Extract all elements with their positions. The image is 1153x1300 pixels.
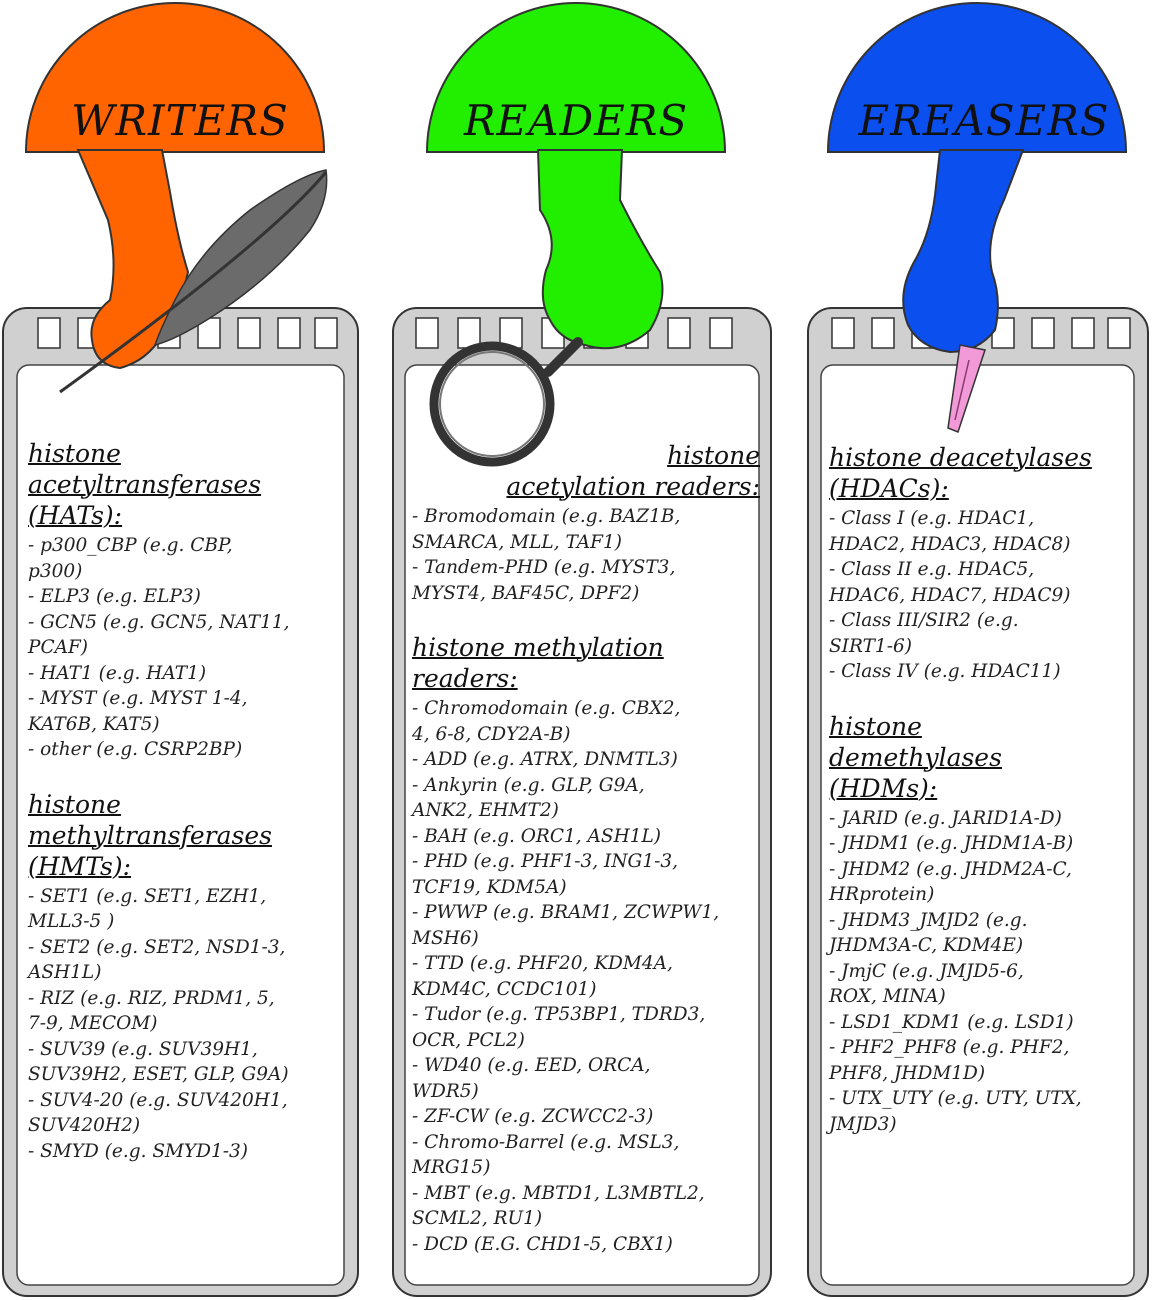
list-item: PCAF) bbox=[28, 637, 89, 658]
list-item: WDR5) bbox=[412, 1080, 479, 1102]
list-item: SCML2, RU1) bbox=[412, 1208, 543, 1229]
readers-title: READERS bbox=[463, 96, 689, 145]
hdacs-list bbox=[829, 506, 1134, 685]
list-item: - TTD (e.g. PHF20, KDM4A, bbox=[412, 953, 673, 974]
list-item: - Tandem-PHD (e.g. MYST3, bbox=[412, 557, 676, 578]
list-item: JMJD3) bbox=[829, 1113, 897, 1135]
list-item: SUV39H2, ESET, GLP, G9A) bbox=[28, 1064, 289, 1085]
list-item: OCR, PCL2) bbox=[412, 1029, 525, 1051]
hats-list bbox=[28, 533, 348, 763]
list-item: TCF19, KDM5A) bbox=[412, 876, 567, 898]
hmts-list bbox=[28, 884, 348, 1165]
list-item: - WD40 (e.g. EED, ORCA, bbox=[412, 1055, 651, 1076]
writers-content bbox=[28, 438, 348, 1164]
list-item: - Ankyrin (e.g. GLP, G9A, bbox=[412, 774, 645, 796]
list-item: - Class III/SIR2 (e.g. bbox=[829, 610, 1019, 631]
list-item: p300) bbox=[28, 560, 83, 582]
list-item: - Class I (e.g. HDAC1, bbox=[829, 508, 1035, 529]
list-item: MYST4, BAF45C, DPF2) bbox=[412, 582, 640, 604]
list-item: - Chromo-Barrel (e.g. MSL3, bbox=[412, 1131, 680, 1153]
list-item: - JHDM2 (e.g. JHDM2A-C, bbox=[829, 858, 1072, 880]
list-item: - MBT (e.g. MBTD1, L3MBTL2, bbox=[412, 1182, 705, 1204]
list-item: MSH6) bbox=[412, 927, 479, 949]
list-item: KAT6B, KAT5) bbox=[28, 713, 160, 735]
list-item: 4, 6-8, CDY2A-B) bbox=[412, 723, 571, 745]
list-item: SMARCA, MLL, TAF1) bbox=[412, 531, 622, 553]
list-item: - Chromodomain (e.g. CBX2, bbox=[412, 698, 681, 719]
list-item: KDM4C, CCDC101) bbox=[412, 978, 597, 1000]
list-item: - ZF-CW (e.g. ZCWCC2-3) bbox=[412, 1106, 654, 1127]
list-item: - DCD (E.G. CHD1-5, CBX1) bbox=[412, 1233, 673, 1255]
list-item: - RIZ (e.g. RIZ, PRDM1, 5, bbox=[28, 987, 275, 1009]
readers-content bbox=[412, 440, 760, 1257]
writers-title: WRITERS bbox=[71, 96, 289, 145]
list-item: - Class IV (e.g. HDAC11) bbox=[829, 661, 1061, 682]
list-item: - MYST (e.g. MYST 1-4, bbox=[28, 688, 248, 709]
list-item: - Bromodomain (e.g. BAZ1B, bbox=[412, 506, 681, 527]
methylation-readers-list bbox=[412, 696, 760, 1257]
list-item: - ELP3 (e.g. ELP3) bbox=[28, 586, 201, 607]
list-item: - UTX_UTY (e.g. UTY, UTX, bbox=[829, 1088, 1082, 1109]
hdms-list bbox=[829, 806, 1134, 1138]
list-item: ROX, MINA) bbox=[829, 986, 946, 1007]
list-item: - PWWP (e.g. BRAM1, ZCWPW1, bbox=[412, 902, 720, 923]
list-item: HRprotein) bbox=[829, 884, 935, 905]
list-item: - SET1 (e.g. SET1, EZH1, bbox=[28, 885, 267, 907]
erasers-title: EREASERS bbox=[858, 96, 1110, 145]
acetylation-readers-heading: histone acetylation readers: bbox=[506, 441, 760, 501]
list-item: HDAC6, HDAC7, HDAC9) bbox=[829, 584, 1071, 606]
list-item: - JARID (e.g. JARID1A-D) bbox=[829, 807, 1062, 829]
list-item: - LSD1_KDM1 (e.g. LSD1) bbox=[829, 1011, 1074, 1033]
list-item: SIRT1-6) bbox=[829, 635, 912, 657]
erasers-content bbox=[829, 442, 1134, 1137]
list-item: - JHDM1 (e.g. JHDM1A-B) bbox=[829, 833, 1074, 854]
list-item: - JHDM3_JMJD2 (e.g. bbox=[829, 909, 1028, 931]
list-item: - JmjC (e.g. JMJD5-6, bbox=[829, 960, 1024, 982]
list-item: - p300_CBP (e.g. CBP, bbox=[28, 535, 233, 556]
list-item: MLL3-5 ) bbox=[28, 911, 115, 932]
list-item: - SET2 (e.g. SET2, NSD1-3, bbox=[28, 936, 286, 958]
list-item: - BAH (e.g. ORC1, ASH1L) bbox=[412, 825, 661, 847]
list-item: MRG15) bbox=[412, 1157, 491, 1178]
acetylation-readers-list bbox=[412, 504, 760, 606]
list-item: ASH1L) bbox=[28, 962, 102, 983]
readers-hand-icon bbox=[538, 150, 662, 348]
list-item: SUV420H2) bbox=[28, 1115, 141, 1136]
hmts-heading: histone methyltransferases (HMTs): bbox=[28, 789, 272, 881]
list-item: - SUV4-20 (e.g. SUV420H1, bbox=[28, 1089, 288, 1111]
list-item: - HAT1 (e.g. HAT1) bbox=[28, 662, 207, 684]
list-item: PHF8, JHDM1D) bbox=[829, 1062, 986, 1084]
list-item: - other (e.g. CSRP2BP) bbox=[28, 739, 243, 760]
list-item: JHDM3A-C, KDM4E) bbox=[829, 935, 1024, 956]
hdacs-heading: histone deacetylases (HDACs): bbox=[829, 443, 1092, 503]
list-item: - Tudor (e.g. TP53BP1, TDRD3, bbox=[412, 1004, 706, 1025]
list-item: - SMYD (e.g. SMYD1-3) bbox=[28, 1140, 248, 1162]
list-item: ANK2, EHMT2) bbox=[412, 800, 559, 821]
hdms-heading: histone demethylases (HDMs): bbox=[829, 711, 1002, 803]
list-item: HDAC2, HDAC3, HDAC8) bbox=[829, 533, 1071, 555]
methylation-readers-heading: histone methylation readers: bbox=[412, 633, 664, 693]
list-item: - PHD (e.g. PHF1-3, ING1-3, bbox=[412, 851, 678, 872]
list-item: - ADD (e.g. ATRX, DNMTL3) bbox=[412, 749, 678, 770]
hats-heading: histone acetyltransferases (HATs): bbox=[28, 439, 262, 530]
list-item: - SUV39 (e.g. SUV39H1, bbox=[28, 1038, 258, 1060]
list-item: 7-9, MECOM) bbox=[28, 1013, 158, 1034]
list-item: - GCN5 (e.g. GCN5, NAT11, bbox=[28, 611, 290, 633]
list-item: - Class II e.g. HDAC5, bbox=[829, 559, 1035, 580]
list-item: - PHF2_PHF8 (e.g. PHF2, bbox=[829, 1037, 1070, 1058]
